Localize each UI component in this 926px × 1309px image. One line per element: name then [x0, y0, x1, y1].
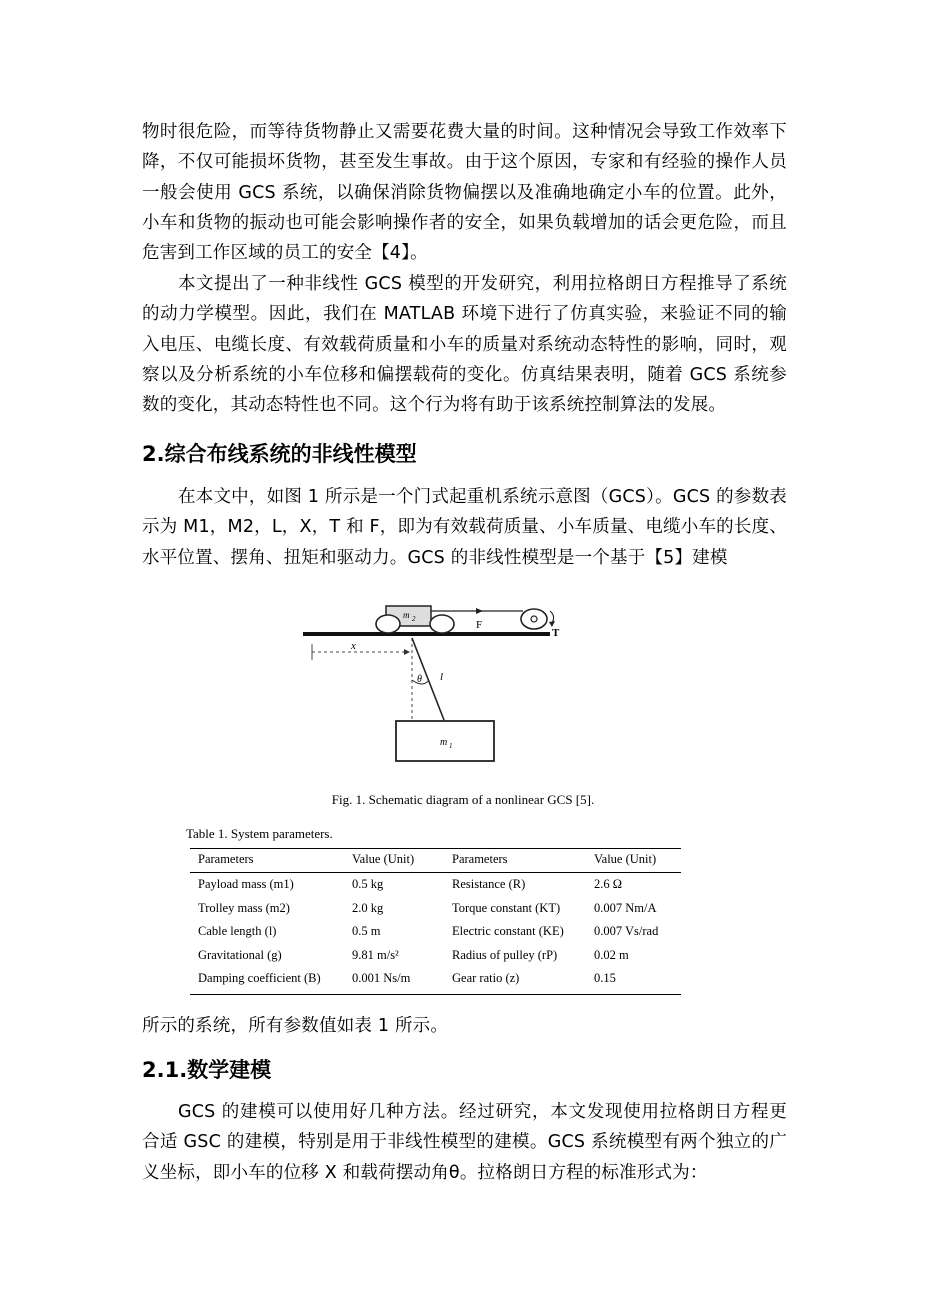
table-cell: Electric constant (KE): [452, 924, 564, 939]
table-cell: Cable length (l): [198, 924, 277, 939]
table-cell: Radius of pulley (rP): [452, 947, 558, 962]
table-row: [190, 967, 681, 994]
rail: [303, 632, 550, 636]
gcs-schematic-svg: [290, 598, 580, 773]
paragraph-intro-continuation: 物时很危险，而等待货物静止又需要花费大量的时间。这种情况会导致工作效率下降，不仅可能损坏货物，甚至发生事故。由于这个原因，专家和有经验的操作人员一般会使用 GCS 系统，以确保消除货物偏摆以及准确地确定小车的位置。此外，小车和货物的振动也可能会影响操作者的安全，如果负载增加的话会更危险，而且危害到工作区域的员工的安全【4】。: [142, 122, 787, 264]
trolley-mass-label: m: [403, 610, 410, 620]
payload-mass-label: m: [440, 737, 448, 748]
table-header-cell: Parameters: [444, 849, 586, 873]
x-arrowhead: [404, 649, 410, 655]
section-2-heading: 2.综合布线系统的非线性模型: [142, 442, 417, 466]
paragraph-section-2-1: GCS 的建模可以使用好几种方法。经过研究，本文发现使用拉格朗日方程更合适 GSC 的建模，特别是用于非线性模型的建模。GCS 系统模型有两个独立的广义坐标，即小车的位移 X 和载荷摆动角θ。拉格朗日方程的标准形式为：: [142, 1102, 787, 1183]
table-header-row: [190, 849, 681, 873]
paragraph-intro-2: 本文提出了一种非线性 GCS 模型的开发研究，利用拉格朗日方程推导了系统的动力学模型。因此，我们在 MATLAB 环境下进行了仿真实验，来验证不同的输入电压、电缆长度、有效载荷质量和小车的质量对系统动态特性的影响，同时，观察以及分析系统的小车位移和偏摆载荷的变化。仿真结果表明，随着 GCS 系统参数的变化，其动态特性也不同。这个行为将有助于该系统控制算法的发展。: [142, 274, 787, 416]
trolley-mass-sub: 2: [412, 615, 416, 623]
table-cell: 0.007 Nm/A: [594, 900, 657, 915]
table-header-cell: Value (Unit): [344, 849, 444, 873]
x-label: x: [351, 640, 356, 652]
table-header-cell: Value (Unit): [586, 849, 681, 873]
paragraph-section-2: 在本文中，如图 1 所示是一个门式起重机系统示意图（GCS）。GCS 的参数表示为 M1，M2，L，X，T 和 F，即为有效载荷质量、小车质量、电缆小车的长度、水平位置、摆角、扭矩和驱动力。GCS 的非线性模型是一个基于【5】建模: [142, 487, 787, 568]
payload-mass-sub: 1: [449, 742, 453, 750]
trolley-wheel-left: [376, 615, 400, 633]
table-cell: Trolley mass (m2): [198, 900, 290, 915]
torque-arc: [550, 611, 554, 623]
table-cell: 0.5 m: [352, 924, 381, 939]
table-cell: Payload mass (m1): [198, 877, 294, 892]
table-cell: 2.6 Ω: [594, 877, 623, 892]
table-row: [190, 873, 681, 897]
pulley: [521, 609, 547, 629]
table-cell: Resistance (R): [452, 877, 526, 892]
torque-label: T: [552, 627, 560, 639]
cable-length-label: l: [440, 671, 444, 683]
paragraph-after-table: 所示的系统，所有参数值如表 1 所示。: [142, 1016, 449, 1036]
system-parameters-table: [190, 848, 681, 995]
figure-caption: Fig. 1. Schematic diagram of a nonlinear GCS [5].: [331, 792, 595, 807]
table-cell: Gravitational (g): [198, 947, 282, 962]
table-cell: 0.15: [586, 967, 681, 994]
gcs-schematic-figure: [290, 598, 580, 773]
section-2-1-heading: 2.1.数学建模: [142, 1058, 272, 1082]
trolley-wheel-right: [430, 615, 454, 633]
table-row: [190, 897, 681, 921]
table-header-cell: Parameters: [190, 849, 344, 873]
table-cell: Gear ratio (z): [444, 967, 586, 994]
table-cell: 9.81 m/s²: [352, 947, 399, 962]
table-cell: Torque constant (KT): [452, 900, 561, 915]
theta-label: θ: [417, 674, 422, 685]
table-cell: 0.02 m: [594, 947, 629, 962]
table-row: [190, 920, 681, 944]
table-cell: 2.0 kg: [352, 900, 384, 915]
table-caption: Table 1. System parameters.: [186, 826, 333, 841]
force-label: F: [476, 619, 483, 631]
table-cell: 0.001 Ns/m: [344, 967, 444, 994]
table-cell: 0.007 Vs/rad: [594, 924, 659, 939]
table-cell: 0.5 kg: [352, 877, 384, 892]
force-arrowhead: [476, 608, 483, 614]
table-cell: Damping coefficient (B): [190, 967, 344, 994]
table-row: [190, 944, 681, 968]
